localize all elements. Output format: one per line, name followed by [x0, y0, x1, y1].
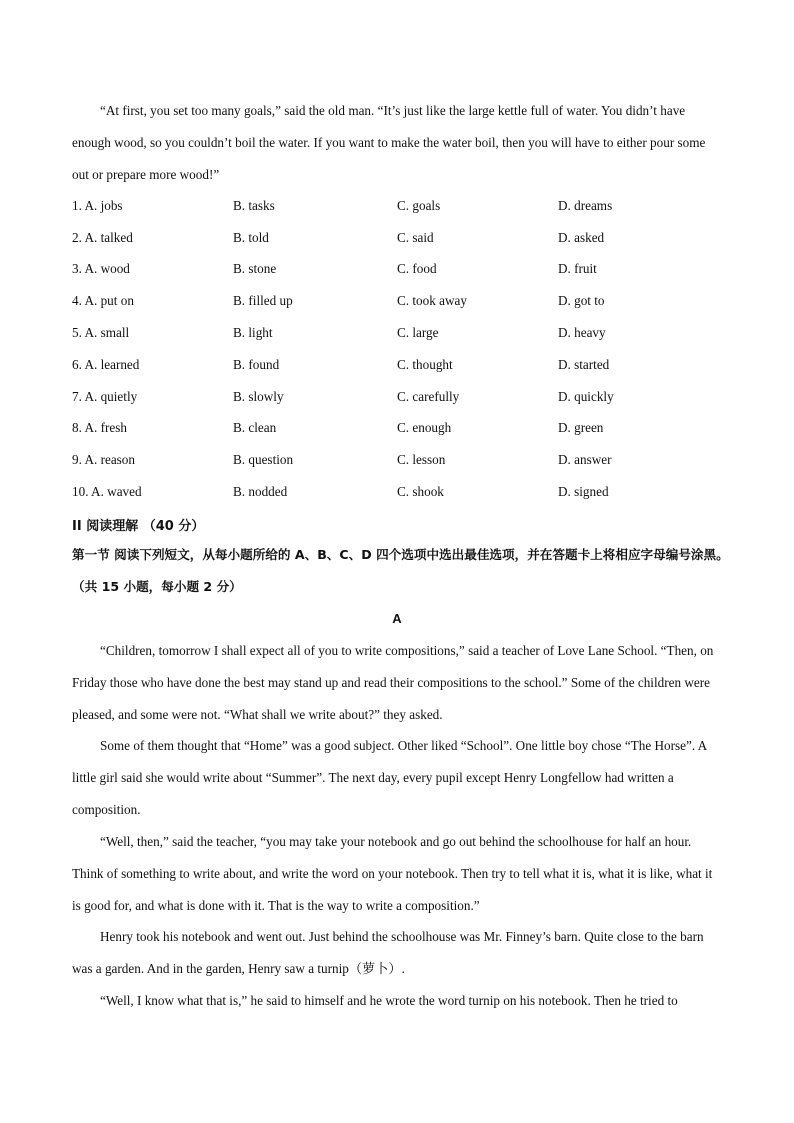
passage-paragraph: “Children, tomorrow I shall expect all of you to write compositions,” said a teacher of Love Lane School. “Then, on Friday those who have done the best may stand up and read their compositions to the school.” Some of the children were pleased, and some were not. “What shall we write about?” they asked.: [72, 643, 714, 722]
option-d: D. heavy: [558, 325, 606, 340]
option-a: 4. A. put on: [72, 293, 134, 308]
option-d: D. answer: [558, 452, 612, 467]
option-a: 5. A. small: [72, 325, 130, 340]
option-a: 8. A. fresh: [72, 420, 127, 435]
option-c: C. took away: [397, 293, 467, 308]
option-b: B. told: [233, 230, 269, 245]
option-a: 2. A. talked: [72, 230, 133, 245]
option-c: C. enough: [397, 420, 452, 435]
option-b: B. filled up: [233, 293, 293, 308]
option-b: B. found: [233, 357, 280, 372]
option-a: 10. A. waved: [72, 484, 142, 499]
option-b: B. clean: [233, 420, 277, 435]
option-d: D. got to: [558, 293, 605, 308]
option-a: 7. A. quietly: [72, 389, 138, 404]
option-a: 9. A. reason: [72, 452, 135, 467]
option-d: D. quickly: [558, 389, 614, 404]
option-d: D. dreams: [558, 198, 613, 213]
passage-paragraph: “Well, I know what that is,” he said to himself and he wrote the word turnip on his notebook. Then he tried to: [100, 993, 678, 1008]
section-heading: II 阅读理解 （40 分）: [72, 519, 205, 534]
option-b: B. slowly: [233, 389, 284, 404]
passage-intro-paragraph: “At first, you set too many goals,” said the old man. “It’s just like the large kettle full of water. You didn’t have enough wood, so you couldn’t boil the water. If you want to make the water boil, then you will have to either pour some out or prepare more wood!”: [72, 103, 706, 182]
option-row: [72, 484, 722, 504]
passage-paragraph: “Well, then,” said the teacher, “you may take your notebook and go out behind the schoolhouse for half an hour. Think of something to write about, and write the word on your notebook. Then try to tell what it is, what it is like, what it is good for, and what is done with it. That is the way to write a composition.”: [72, 834, 713, 913]
option-d: D. started: [558, 357, 610, 372]
option-row: [72, 293, 722, 313]
option-c: C. shook: [397, 484, 444, 499]
option-row: [72, 452, 722, 472]
option-row: [72, 389, 722, 409]
option-row: [72, 261, 722, 281]
option-c: C. large: [397, 325, 439, 340]
option-c: C. said: [397, 230, 434, 245]
section-instruction: 第一节 阅读下列短文，从每小题所给的 A、B、C、D 四个选项中选出最佳选项，并在答题卡上将相应字母编号涂黑。（共 15 小题，每小题 2 分）: [72, 547, 729, 594]
option-b: B. stone: [233, 261, 277, 276]
option-b: B. question: [233, 452, 294, 467]
option-d: D. green: [558, 420, 604, 435]
option-a: 3. A. wood: [72, 261, 130, 276]
option-row: [72, 420, 722, 440]
option-c: C. food: [397, 261, 437, 276]
option-d: D. asked: [558, 230, 605, 245]
option-c: C. carefully: [397, 389, 460, 404]
option-d: D. fruit: [558, 261, 597, 276]
passage-paragraph: Henry took his notebook and went out. Just behind the schoolhouse was Mr. Finney’s barn. Quite close to the barn was a garden. And in the garden, Henry saw a turnip（萝卜）.: [72, 929, 704, 976]
option-b: B. tasks: [233, 198, 275, 213]
option-b: B. nodded: [233, 484, 288, 499]
option-c: C. thought: [397, 357, 453, 372]
option-a: 1. A. jobs: [72, 198, 123, 213]
option-row: [72, 198, 722, 218]
option-c: C. lesson: [397, 452, 446, 467]
option-a: 6. A. learned: [72, 357, 140, 372]
option-row: [72, 325, 722, 345]
option-row: [72, 357, 722, 377]
option-row: [72, 230, 722, 250]
passage-paragraph: Some of them thought that “Home” was a good subject. Other liked “School”. One little boy chose “The Horse”. A little girl said she would write about “Summer”. The next day, every pupil except Henry Longfellow had written a composition.: [72, 738, 707, 817]
passage-label: A: [392, 611, 402, 626]
option-b: B. light: [233, 325, 273, 340]
option-c: C. goals: [397, 198, 441, 213]
option-d: D. signed: [558, 484, 609, 499]
